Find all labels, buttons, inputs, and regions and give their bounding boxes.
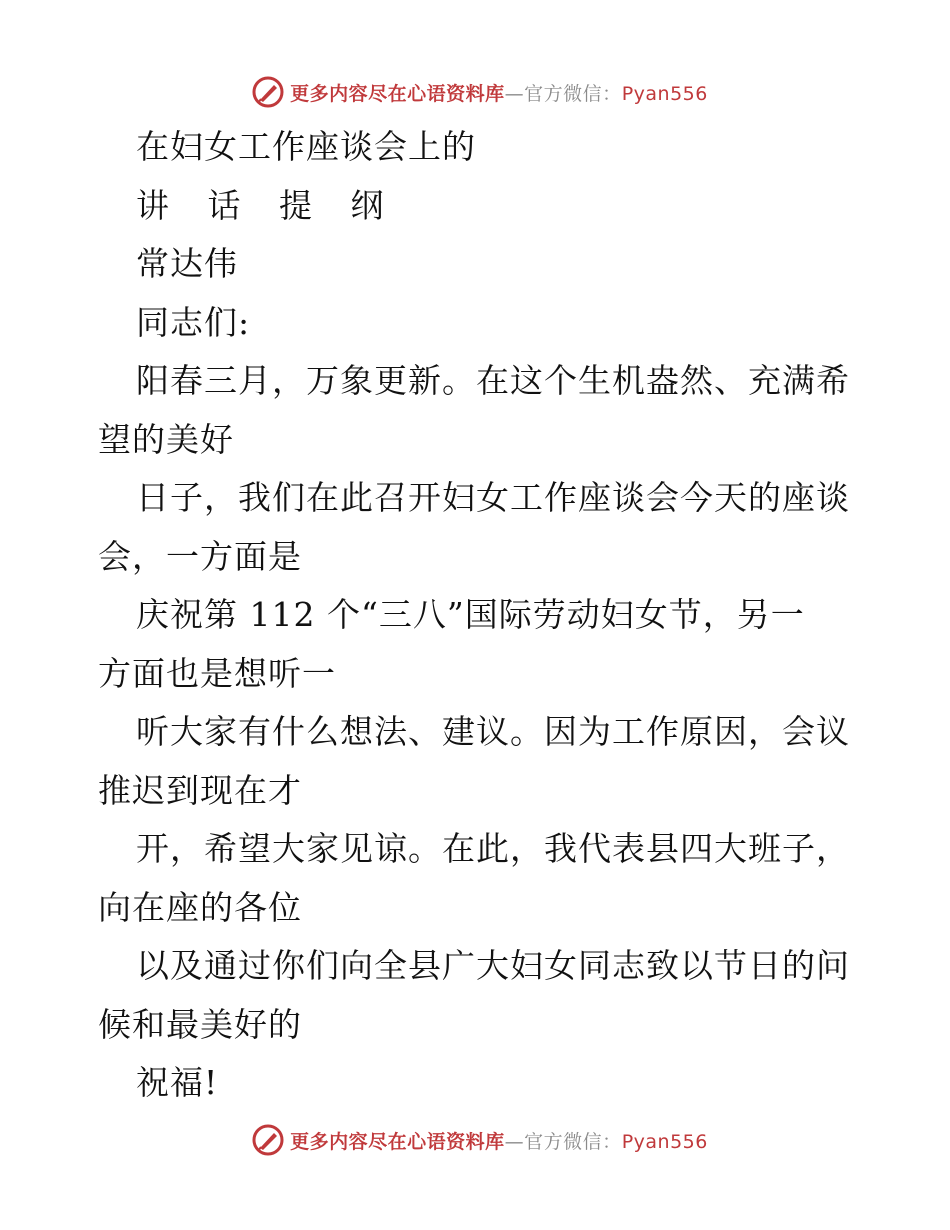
paragraph-line: 开，希望大家见谅。在此，我代表县四大班子，: [136, 829, 850, 868]
footer-banner-text: [290, 1127, 708, 1154]
paragraph-line: 方面也是想听一: [98, 653, 336, 693]
document-title-line-2: 讲 话 提 纲: [136, 185, 398, 225]
paragraph-line: 日子，我们在此召开妇女工作座谈会今天的座谈: [136, 478, 850, 517]
paragraph-line: 会，一方面是: [98, 536, 302, 576]
document-title-line-1: 在妇女工作座谈会上的: [136, 127, 476, 166]
paragraph-line: 推迟到现在才: [98, 770, 302, 810]
header-wechat-handle: Pyan556: [621, 82, 708, 105]
paragraph-line: 望的美好: [98, 419, 234, 459]
paragraph-line: 向在座的各位: [98, 887, 302, 927]
footer-banner: [0, 1120, 950, 1160]
header-banner-text: [290, 79, 708, 106]
document-body: [98, 118, 858, 1113]
header-separator: —: [504, 82, 525, 105]
footer-brand: 更多内容尽在心语资料库: [290, 1130, 505, 1153]
paragraph-line: 候和最美好的: [98, 1004, 302, 1044]
footer-wechat-handle: Pyan556: [621, 1130, 708, 1153]
paragraph-line: 祝福!: [136, 1063, 219, 1102]
footer-wechat-label: 官方微信：: [524, 1130, 622, 1153]
header-banner: [0, 72, 950, 112]
footer-separator: —: [504, 1130, 525, 1153]
header-wechat-label: 官方微信：: [524, 82, 622, 105]
document-author: 常达伟: [136, 244, 238, 283]
paragraph-line: 听大家有什么想法、建议。因为工作原因，会议: [136, 712, 850, 751]
paragraph-line: 以及通过你们向全县广大妇女同志致以节日的问: [136, 946, 850, 985]
paragraph-line: 阳春三月，万象更新。在这个生机盎然、充满希: [136, 361, 850, 400]
document-salutation: 同志们:: [136, 302, 251, 342]
paragraph-line: 庆祝第 112 个“三八”国际劳动妇女节，另一: [136, 595, 805, 634]
footer-banner-inner: [252, 1124, 708, 1156]
header-banner-inner: [252, 76, 708, 108]
quill-pen-logo-icon: [252, 1124, 284, 1156]
header-brand: 更多内容尽在心语资料库: [290, 82, 505, 105]
quill-pen-logo-icon: [252, 76, 284, 108]
